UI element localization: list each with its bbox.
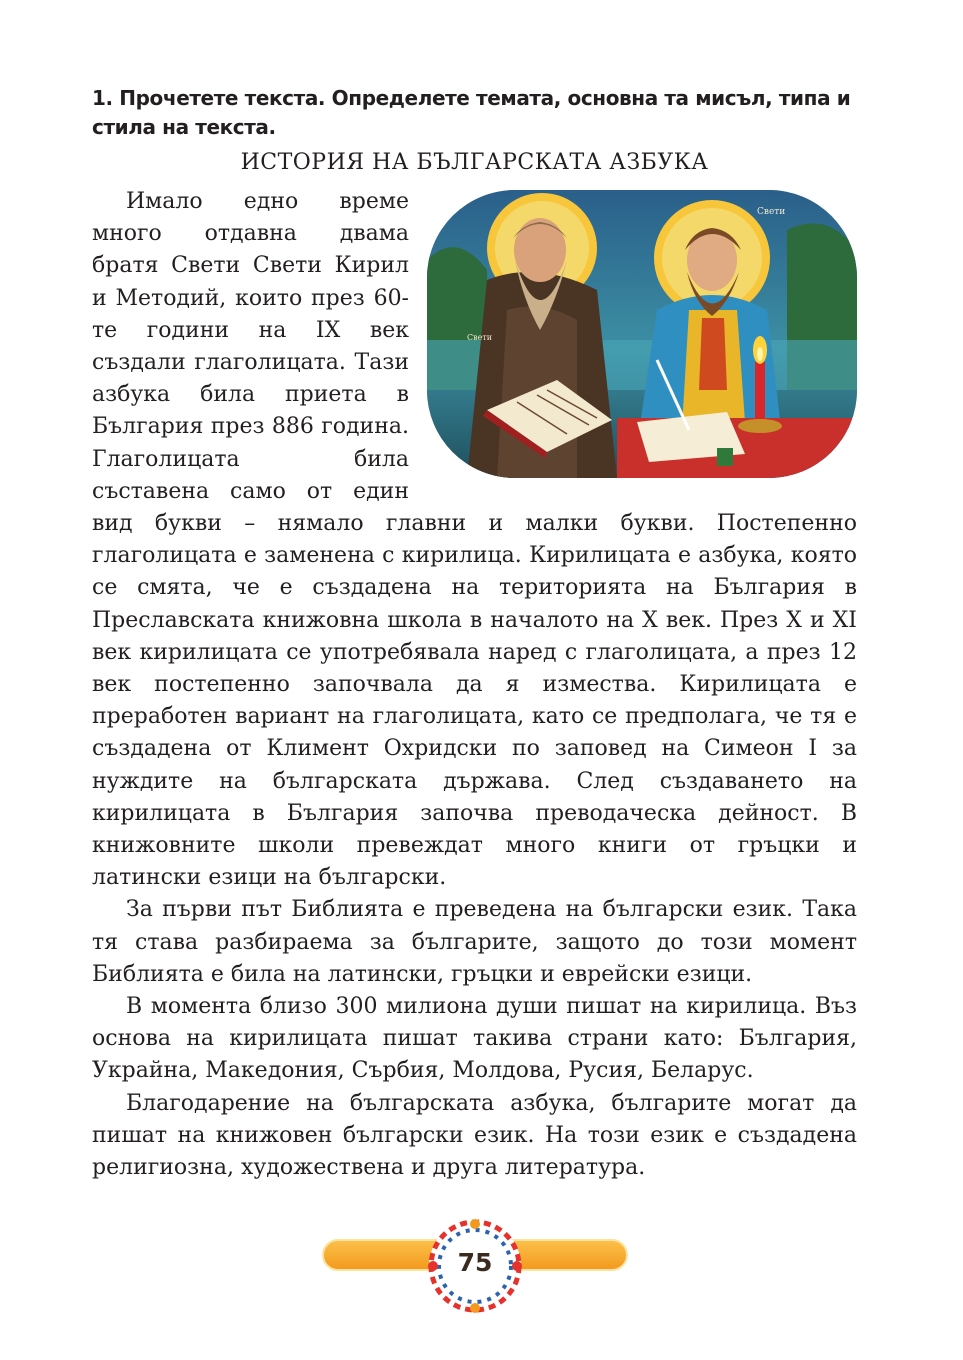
- page-number-badge: [423, 1218, 527, 1314]
- paragraph: В момента близо 300 милиона души пишат на кирилица. Въз основа на кирилицата пишат такива страни като: България, Украйна, Македония, Сърбия, Молдова, Русия, Беларус.: [92, 994, 857, 1084]
- svg-text:Свети: Свети: [757, 207, 786, 217]
- svg-text:Свети: Свети: [467, 333, 493, 342]
- saints-cyril-methodius-icon-illustration: [427, 190, 857, 478]
- paragraph: Благодарение на българската азбука, българите могат да пишат на книжовен български език. На този език е създадена религиозна, художествена и друга литература.: [92, 1090, 857, 1181]
- text-title: ИСТОРИЯ НА БЪЛГАРСКАТА АЗБУКА: [240, 150, 709, 175]
- paragraph: За първи път Библията е преведена на български език. Така тя става разбираема за българите, защото до този момент Библията е била на латински, гръцки и еврейски езици.: [92, 897, 857, 987]
- article-body: [92, 186, 857, 1184]
- task-instruction: 1. Прочетете текста. Определете темата, основна та мисъл, типа и стила на текста.: [92, 86, 851, 139]
- page-number: 75: [457, 1248, 493, 1277]
- paragraph: Имало едно време много отдавна двама братя Свети Свети Кирил и Методий, които през 60-те години на IX век създали глаголицата. Тази азбука била приета в България през 886 година. Глаголицата била съставена само от един вид букви – нямало главни и малки букви. Постепенно глаголицата е заменена с кирилица. Кирилицата е азбука, която се смята, че е създадена на територията на България в Преславската книжовна школа в началото на X век. През X и XI век кирилицата се употребявала наред с глаголицата, а през 12 век постепенно започвала да я измества. Кирилицата е преработен вариант на глаголицата, като се предполага, че тя е създадена от Климент Охридски по заповед на Симеон I за нуждите на българската държава. След създаването на кирилицата в България започва преводаческа дейност. В книжовните школи превеждат много книги от гръцки и латински езици на български.: [92, 189, 857, 891]
